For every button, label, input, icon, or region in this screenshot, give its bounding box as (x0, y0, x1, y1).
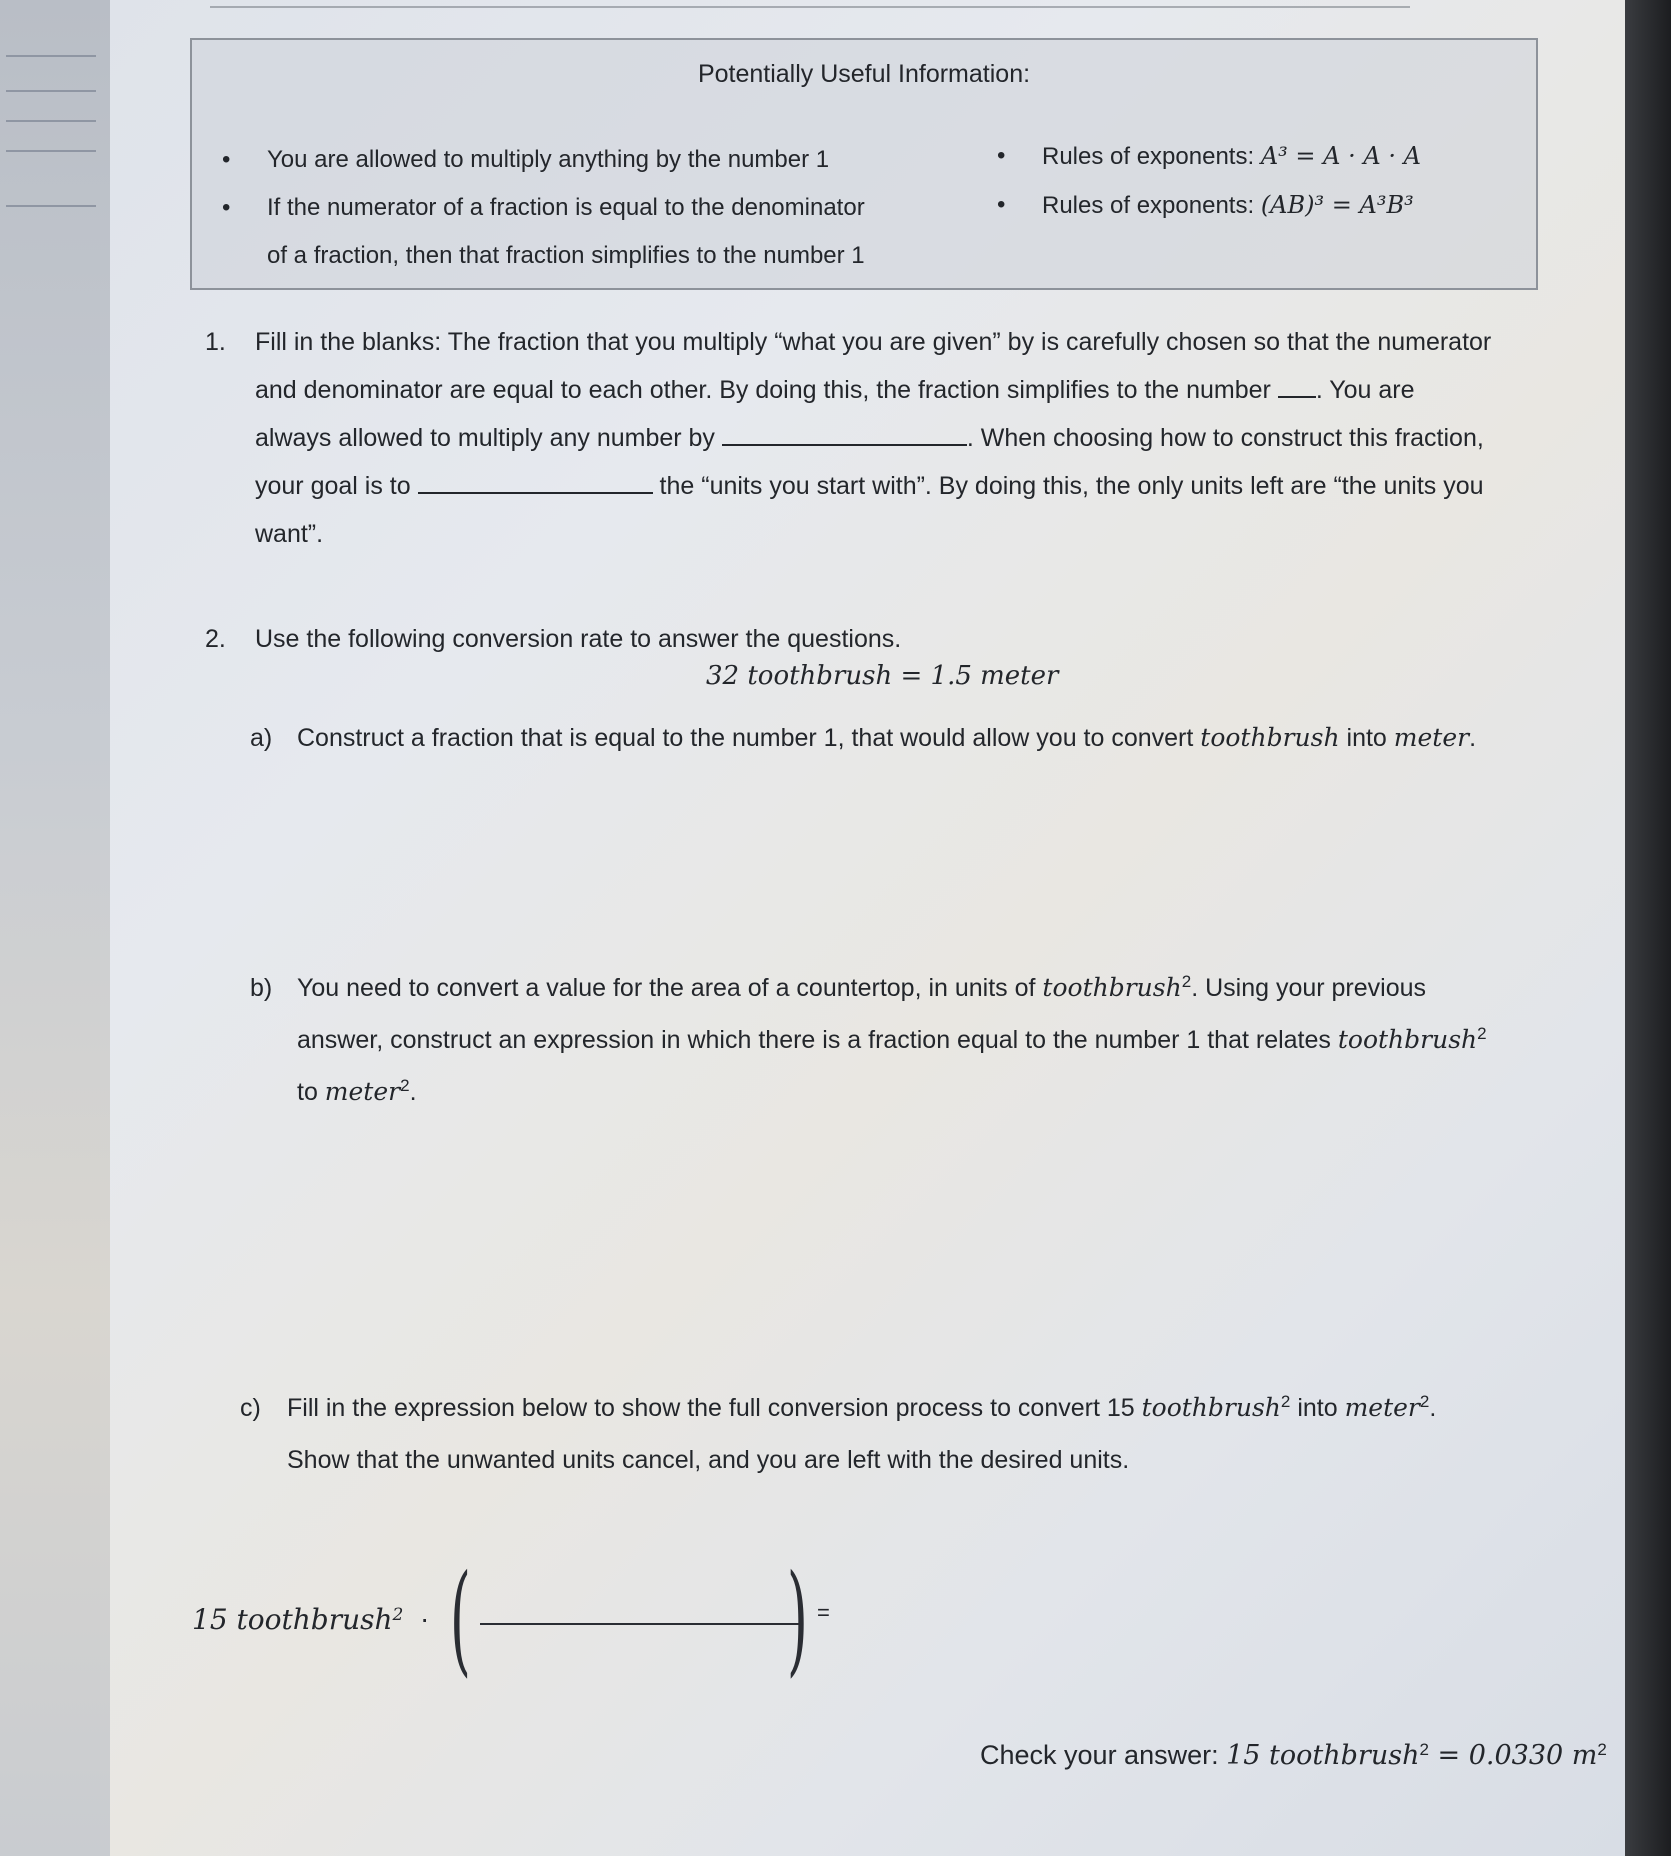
exponent-rule: • Rules of exponents: A³ = A · A · A (997, 142, 1421, 170)
blank-multiply-by[interactable] (722, 422, 967, 446)
part-b: b) You need to convert a value for the area of a countertop, in units of toothbrush$^2$. Using your previous answer, construct an expression in which there is a fraction equal to the number 1 that relates toothbrush$^2$ to meter$^2$. (250, 972, 1487, 1106)
part-c: c) Fill in the expression below to show the full conversion process to convert 15 toothbrush$^2$ into meter$^2$. Show that the unwanted units cancel, and you are left with the desired units. (240, 1392, 1437, 1474)
question-1 (205, 318, 1545, 568)
part-a: a) Construct a fraction that is equal to the number 1, that would allow you to convert toothbrush into meter. (250, 723, 1477, 752)
info-item: • You are allowed to multiply anything by the number 1 (222, 146, 830, 173)
info-list-left (222, 136, 902, 280)
exponent-rule: • Rules of exponents: (AB)³ = A³B³ (997, 191, 1414, 219)
thumbnail-line (6, 205, 96, 207)
conversion-expression: 15 toothbrush$^2$ · ( ) = (192, 1550, 830, 1689)
thumbnail-line (6, 55, 96, 57)
right-paren: ) (786, 1550, 808, 1689)
question-number: 1. (205, 328, 226, 356)
blank-number[interactable] (1278, 374, 1316, 398)
worksheet-page (110, 0, 1625, 1856)
question-1-body: Fill in the blanks: The fraction that you multiply “what you are given” by is carefully chosen so that the numerator and denominator are equal to each other. By doing this, the fraction simplifies to the number . You are always allowed to multiply any number by . When choosing how to construct this fraction, your goal is to the “units you start with”. By doing this, the only units left are “the units you want”. (255, 328, 1492, 548)
question-number: 2. (205, 625, 226, 653)
info-title: Potentially Useful Information: (697, 60, 1031, 88)
thumbnail-line (6, 90, 96, 92)
thumbnail-line (6, 120, 96, 122)
info-list-right (997, 132, 1517, 230)
photo-right-edge (1625, 0, 1671, 1856)
thumbnail-line (6, 150, 96, 152)
left-paren: ( (449, 1550, 471, 1689)
question-2: 2. Use the following conversion rate to answer the questions. (205, 615, 1545, 665)
blank-goal[interactable] (418, 470, 653, 494)
conversion-rate: 32 toothbrush = 1.5 meter (706, 661, 1059, 691)
info-item: • If the numerator of a fraction is equal to the denominator (222, 194, 865, 221)
fraction-answer-line[interactable] (480, 1623, 802, 1625)
photo-left-edge (0, 0, 115, 1856)
header-cutoff (210, 0, 1410, 8)
check-answer: Check your answer: 15 toothbrush$^2$ = 0.0330 $m^2$ (980, 1740, 1607, 1771)
info-box (190, 38, 1538, 290)
info-item: of a fraction, then that fraction simplifies to the number 1 (267, 242, 865, 269)
